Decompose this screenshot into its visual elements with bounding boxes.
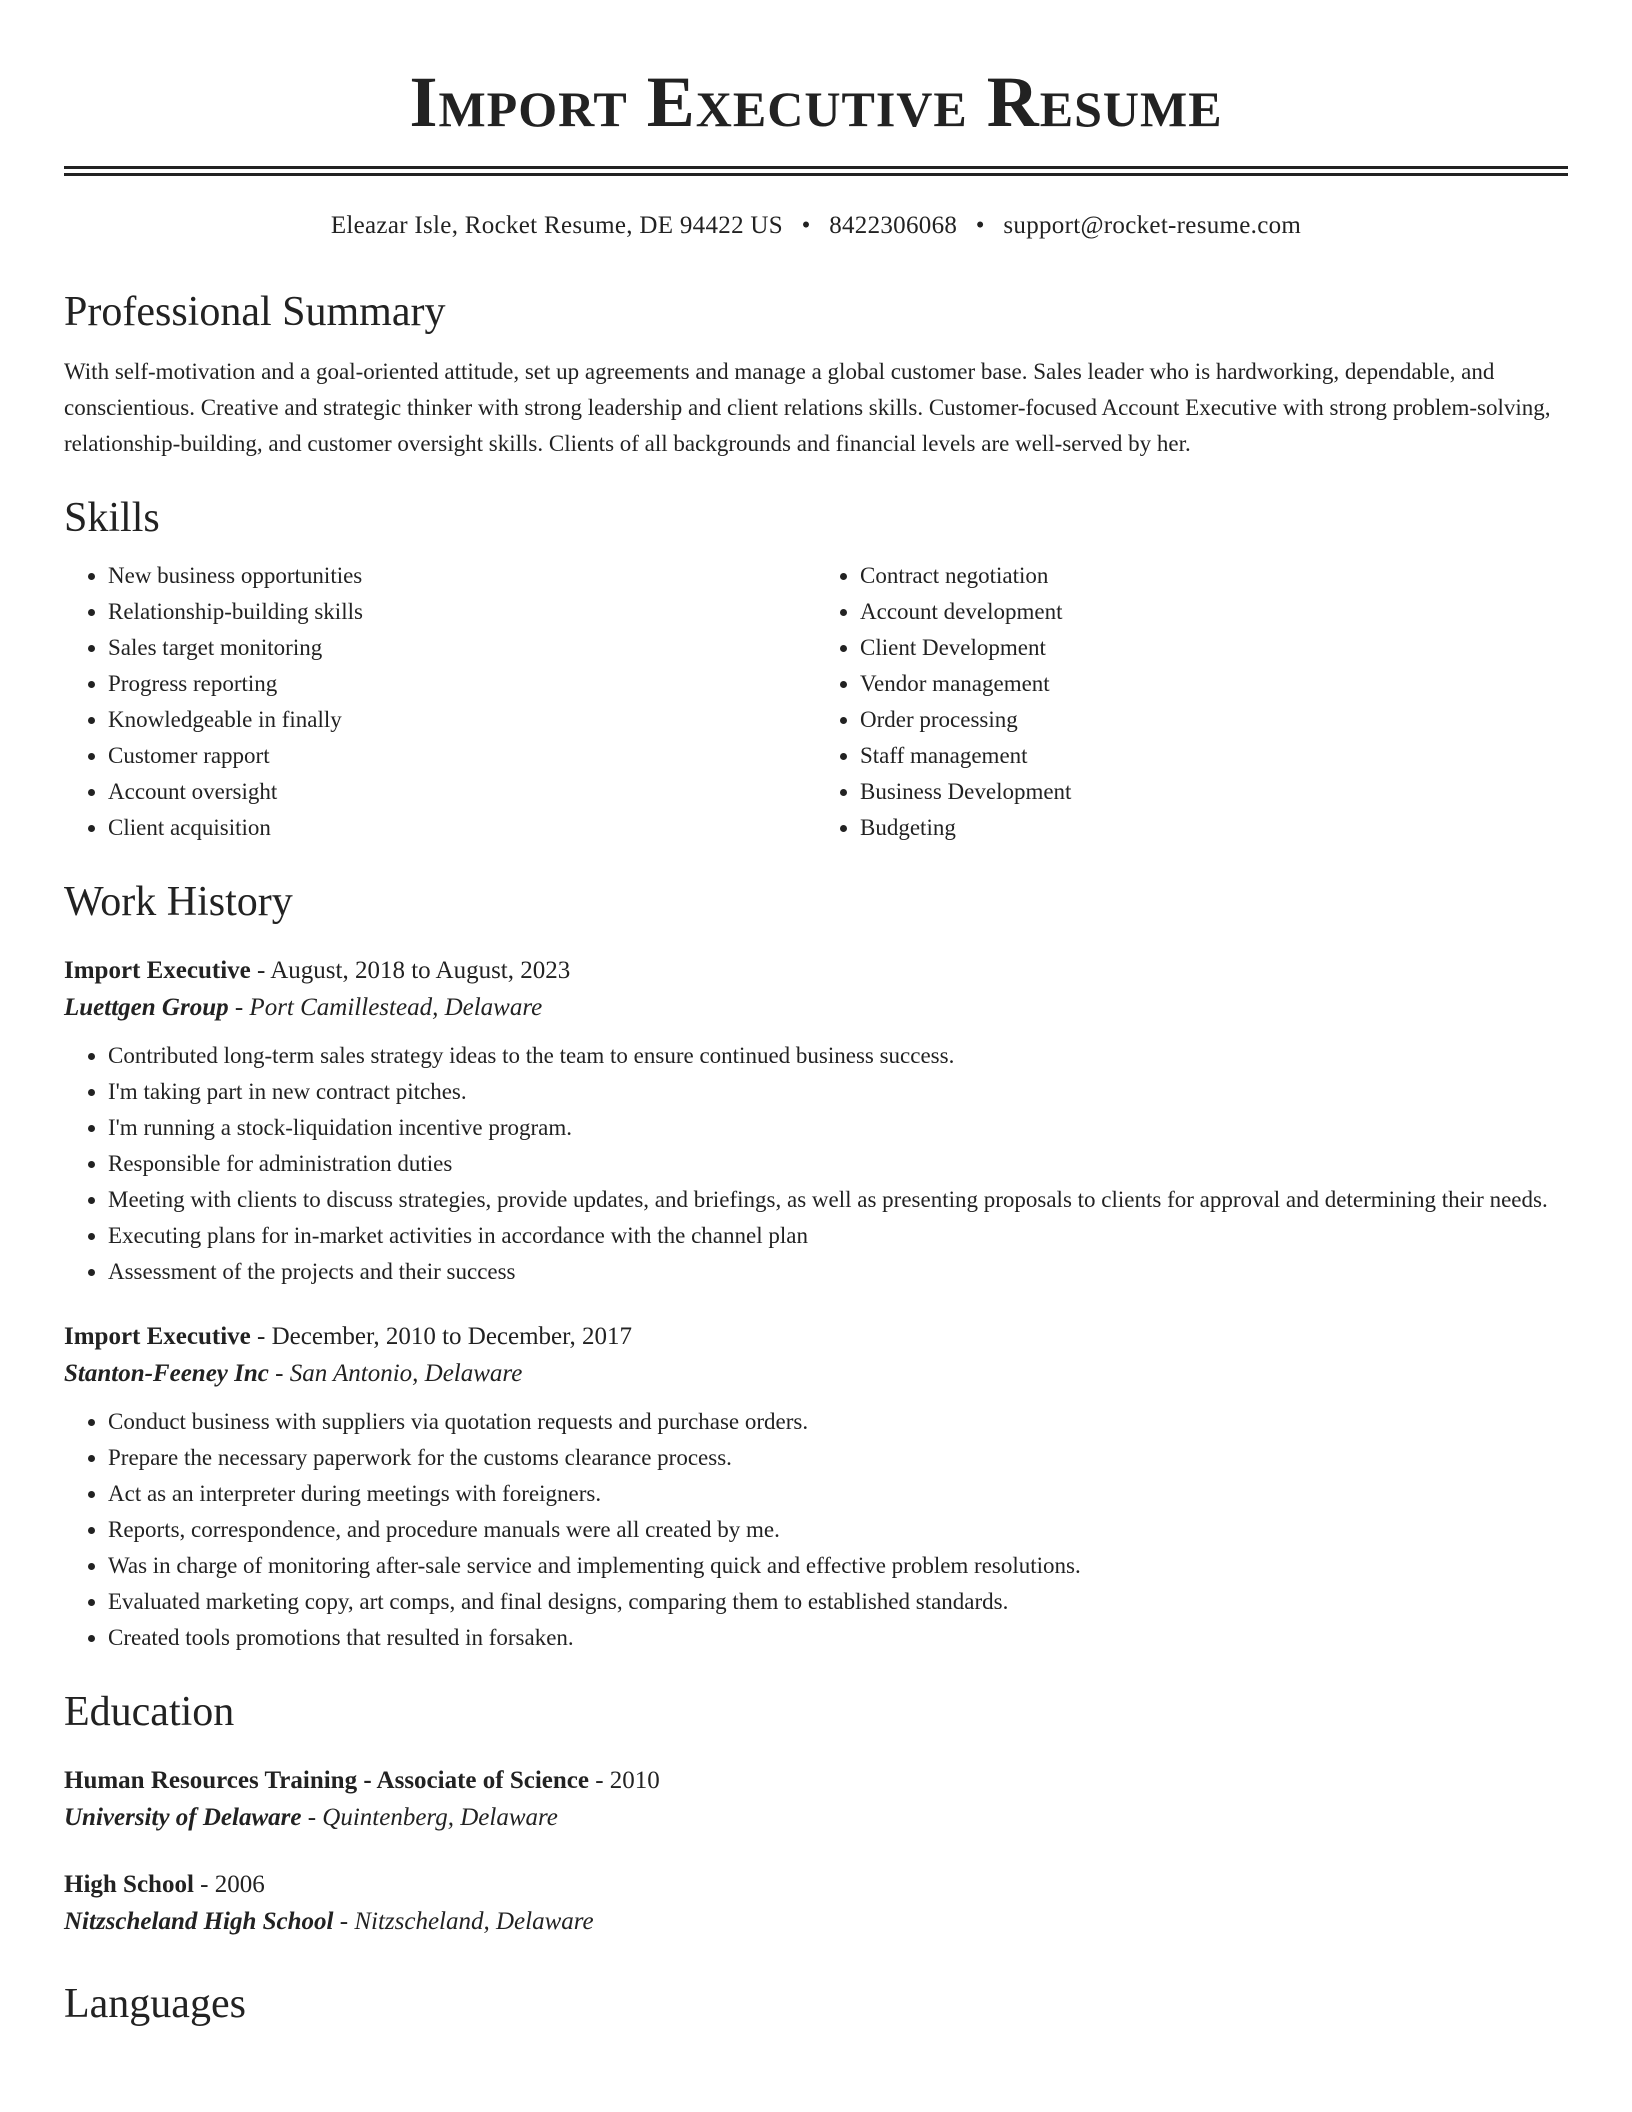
work-history-heading: Work History	[64, 879, 293, 925]
job-dates: - August, 2018 to August, 2023	[250, 957, 571, 984]
job-duties	[64, 1404, 1568, 1656]
job-duty: • I'm running a stock-liquidation incentive program.	[108, 1110, 1568, 1146]
summary-text: With self-motivation and a goal-oriented attitude, set up agreements and manage a global customer base. Sales leader who is hardworking, dependable, and conscientious. Creative and strategic thinker with strong leadership and client relations skills. Customer-focused Account Executive with strong problem-solving, relationship-building, and customer oversight skills. Clients of all backgrounds and financial levels are well-served by her.	[64, 359, 1551, 456]
company-location: - Port Camillestead, Delaware	[228, 994, 543, 1021]
contact-email: support@rocket-resume.com	[1003, 212, 1302, 239]
company-name: Luettgen Group	[64, 994, 229, 1021]
job-duty: • Was in charge of monitoring after-sale service and implementing quick and effective problem resolutions.	[108, 1548, 1568, 1584]
company-line	[64, 988, 1568, 1028]
skill-item: • Vendor management	[860, 666, 1568, 702]
skill-item: • Sales target monitoring	[108, 630, 816, 666]
languages-heading: Languages	[64, 1981, 246, 2027]
summary-heading: Professional Summary	[64, 289, 446, 335]
job-duty: • Reports, correspondence, and procedure manuals were all created by me.	[108, 1512, 1568, 1548]
skill-item: • Relationship-building skills	[108, 594, 816, 630]
degree-line	[64, 1868, 1568, 1902]
job-duty: • Prepare the necessary paperwork for the customs clearance process.	[108, 1440, 1568, 1476]
job-duty: • Meeting with clients to discuss strategies, provide updates, and briefings, as well as presenting proposals to clients for approval and determining their needs.	[108, 1182, 1568, 1218]
skills-columns	[64, 558, 1568, 846]
contact-separator: •	[801, 212, 811, 239]
skills-list-right	[816, 558, 1568, 846]
job-duty: • Act as an interpreter during meetings with foreigners.	[108, 1476, 1568, 1512]
skill-item: • Knowledgeable in finally	[108, 702, 816, 738]
skill-item: • Business Development	[860, 774, 1568, 810]
skill-item: • Client acquisition	[108, 810, 816, 846]
contact-line	[64, 210, 1568, 242]
education-heading: Education	[64, 1689, 235, 1735]
job-dates: - December, 2010 to December, 2017	[250, 1323, 632, 1350]
title-divider	[64, 166, 1568, 176]
school-name: Nitzscheland High School	[64, 1908, 334, 1935]
contact-address: Eleazar Isle, Rocket Resume, DE 94422 US	[330, 212, 783, 239]
skills-list-left	[64, 558, 816, 846]
skill-item: • Contract negotiation	[860, 558, 1568, 594]
school-location: - Nitzscheland, Delaware	[333, 1908, 594, 1935]
graduation-year: - 2006	[193, 1871, 265, 1898]
school-location: - Quintenberg, Delaware	[301, 1804, 558, 1831]
skill-item: • Client Development	[860, 630, 1568, 666]
job-entry	[64, 954, 1568, 1290]
company-name: Stanton-Feeney Inc	[64, 1360, 269, 1387]
job-duty: • Responsible for administration duties	[108, 1146, 1568, 1182]
degree: High School	[64, 1871, 194, 1898]
job-title-line	[64, 1320, 1568, 1354]
job-title: Import Executive	[64, 957, 251, 984]
contact-phone: 8422306068	[829, 212, 958, 239]
skill-item: • Order processing	[860, 702, 1568, 738]
job-duty: • Executing plans for in-market activities in accordance with the channel plan	[108, 1218, 1568, 1254]
school-name: University of Delaware	[64, 1804, 302, 1831]
skill-item: • Account development	[860, 594, 1568, 630]
skill-item: • Progress reporting	[108, 666, 816, 702]
skills-heading: Skills	[64, 495, 160, 541]
skill-item: • Staff management	[860, 738, 1568, 774]
degree: Human Resources Training - Associate of Science	[64, 1767, 589, 1794]
job-title-line	[64, 954, 1568, 988]
degree-line	[64, 1764, 1568, 1798]
education-entry	[64, 1764, 1568, 1838]
contact-separator: •	[975, 212, 985, 239]
job-duty: • I'm taking part in new contract pitches.	[108, 1074, 1568, 1110]
skill-item: • Budgeting	[860, 810, 1568, 846]
job-title: Import Executive	[64, 1323, 251, 1350]
school-line	[64, 1902, 1568, 1942]
skill-item: • Account oversight	[108, 774, 816, 810]
skill-item: • New business opportunities	[108, 558, 816, 594]
job-duties	[64, 1038, 1568, 1290]
job-entry	[64, 1320, 1568, 1656]
job-duty: • Contributed long-term sales strategy ideas to the team to ensure continued business success.	[108, 1038, 1568, 1074]
company-line	[64, 1354, 1568, 1394]
resume-page	[64, 0, 1568, 2030]
job-duty: • Created tools promotions that resulted in forsaken.	[108, 1620, 1568, 1656]
skill-item: • Customer rapport	[108, 738, 816, 774]
company-location: - San Antonio, Delaware	[268, 1360, 523, 1387]
job-duty: • Assessment of the projects and their success	[108, 1254, 1568, 1290]
job-duty: • Evaluated marketing copy, art comps, and final designs, comparing them to established standards.	[108, 1584, 1568, 1620]
job-duty: • Conduct business with suppliers via quotation requests and purchase orders.	[108, 1404, 1568, 1440]
page-title: Import Executive Resume	[409, 62, 1223, 142]
graduation-year: - 2010	[588, 1767, 660, 1794]
school-line	[64, 1798, 1568, 1838]
education-entry	[64, 1868, 1568, 1942]
